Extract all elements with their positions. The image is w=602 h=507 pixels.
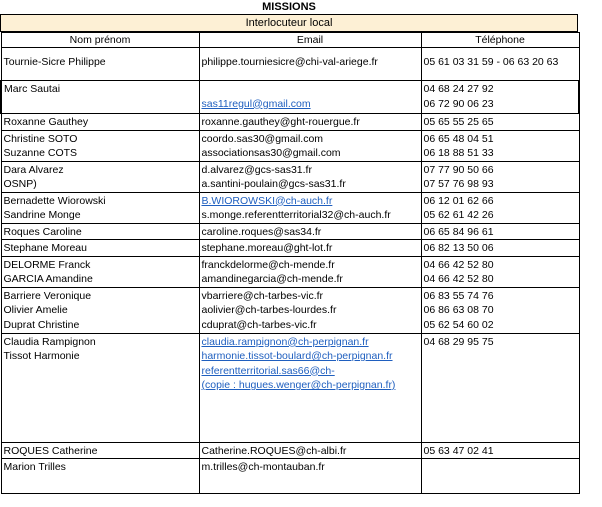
- table-row: [1, 256, 579, 287]
- email-text[interactable]: d.alvarez@gcs-sas31.fr: [201, 163, 312, 176]
- email-cell: [199, 287, 421, 333]
- phone-cell: 05 61 03 31 59 - 06 63 20 63: [421, 48, 579, 81]
- name-cell: Bernadette Wiorowski Sandrine Monge: [1, 192, 199, 223]
- name-cell: Barriere Veronique Olivier Amelie Duprat Christine: [1, 287, 199, 333]
- phone-cell: 06 12 01 62 66 05 62 61 42 26: [421, 192, 579, 223]
- phone-cell: 07 77 90 50 66 07 57 76 98 93: [421, 161, 579, 192]
- table-row: [1, 240, 579, 257]
- phone-cell: [421, 459, 579, 494]
- table-row: [1, 114, 579, 131]
- table-row: [1, 130, 579, 161]
- header-email: Email: [199, 33, 421, 48]
- email-cell: [199, 256, 421, 287]
- phone-cell: 05 63 47 02 41: [421, 442, 579, 459]
- phone-cell: 04 66 42 52 80 04 66 42 52 80: [421, 256, 579, 287]
- email-text[interactable]: cduprat@ch-tarbes-vic.fr: [201, 318, 317, 331]
- phone-cell: 06 83 55 74 76 06 86 63 08 70 05 62 54 60 02: [421, 287, 579, 333]
- email-text[interactable]: associationsas30@gmail.com: [201, 147, 341, 159]
- name-cell: ROQUES Catherine: [1, 442, 199, 459]
- table-row: [1, 459, 579, 494]
- email-cell: [199, 130, 421, 161]
- header-name: Nom prénom: [1, 33, 199, 48]
- email-text[interactable]: franckdelorme@ch-mende.fr: [201, 258, 335, 271]
- contacts-table: [0, 32, 580, 494]
- email-link[interactable]: (copie : hugues.wenger@ch-perpignan.fr): [201, 379, 396, 391]
- table-row: [1, 81, 579, 114]
- email-text[interactable]: m.trilles@ch-montauban.fr: [201, 461, 325, 473]
- email-cell: [199, 114, 421, 131]
- section-header: Interlocuteur local: [0, 14, 578, 32]
- email-text[interactable]: roxanne.gauthey@ght-rouergue.fr: [201, 116, 360, 128]
- email-cell: [199, 223, 421, 240]
- email-cell: [199, 161, 421, 192]
- name-cell: Marion Trilles: [1, 459, 199, 494]
- phone-cell: 06 65 84 96 61: [421, 223, 579, 240]
- email-text[interactable]: stephane.moreau@ght-lot.fr: [201, 242, 333, 254]
- email-cell: [199, 48, 421, 81]
- name-cell: Roques Caroline: [1, 223, 199, 240]
- table-row: [1, 192, 579, 223]
- email-cell: [199, 192, 421, 223]
- phone-cell: 05 65 55 25 65: [421, 114, 579, 131]
- email-cell: [199, 240, 421, 257]
- email-text[interactable]: vbarriere@ch-tarbes-vic.fr: [201, 289, 324, 302]
- email-text[interactable]: aolivier@ch-tarbes-lourdes.fr: [201, 304, 337, 316]
- table-row: [1, 442, 579, 459]
- email-cell: [199, 333, 421, 442]
- phone-cell: 04 68 29 95 75: [421, 333, 579, 442]
- table-row: [1, 287, 579, 333]
- email-text[interactable]: s.monge.referentterritorial32@ch-auch.fr: [201, 209, 391, 221]
- email-cell: [199, 442, 421, 459]
- email-text[interactable]: coordo.sas30@gmail.com: [201, 132, 324, 145]
- table-row: [1, 48, 579, 81]
- email-text[interactable]: caroline.roques@sas34.fr: [201, 225, 322, 238]
- email-link[interactable]: claudia.rampignon@ch-perpignan.fr: [201, 335, 369, 348]
- header-row: [1, 33, 579, 48]
- name-cell: Marc Sautai: [1, 81, 199, 114]
- email-link[interactable]: B.WIOROWSKI@ch-auch.fr: [201, 194, 333, 207]
- phone-cell: 04 68 24 27 92 06 72 90 06 23: [421, 81, 579, 114]
- email-link[interactable]: harmonie.tissot-boulard@ch-perpignan.fr: [201, 350, 393, 362]
- name-cell: DELORME Franck GARCIA Amandine: [1, 256, 199, 287]
- table-row: [1, 333, 579, 442]
- email-cell: [199, 81, 421, 114]
- header-phone: Téléphone: [421, 33, 579, 48]
- name-cell: Roxanne Gauthey: [1, 114, 199, 131]
- table-row: [1, 161, 579, 192]
- email-text[interactable]: philippe.tourniesicre@chi-val-ariege.fr: [201, 56, 378, 68]
- name-cell: Dara Alvarez OSNP): [1, 161, 199, 192]
- phone-cell: 06 82 13 50 06: [421, 240, 579, 257]
- name-cell: Claudia Rampignon Tissot Harmonie: [1, 333, 199, 442]
- email-link[interactable]: sas11regul@gmail.com: [201, 97, 311, 110]
- email-text[interactable]: a.santini-poulain@gcs-sas31.fr: [201, 178, 346, 190]
- name-cell: Christine SOTO Suzanne COTS: [1, 130, 199, 161]
- phone-cell: 06 65 48 04 51 06 18 88 51 33: [421, 130, 579, 161]
- name-cell: Tournie-Sicre Philippe: [1, 48, 199, 81]
- sheet-title: MISSIONS: [262, 1, 316, 13]
- email-text[interactable]: amandinegarcia@ch-mende.fr: [201, 273, 343, 285]
- email-link[interactable]: referentterritorial.sas66@ch-: [201, 364, 335, 377]
- name-cell: Stephane Moreau: [1, 240, 199, 257]
- table-row: [1, 223, 579, 240]
- email-text[interactable]: Catherine.ROQUES@ch-albi.fr: [201, 444, 347, 457]
- email-cell: [199, 459, 421, 494]
